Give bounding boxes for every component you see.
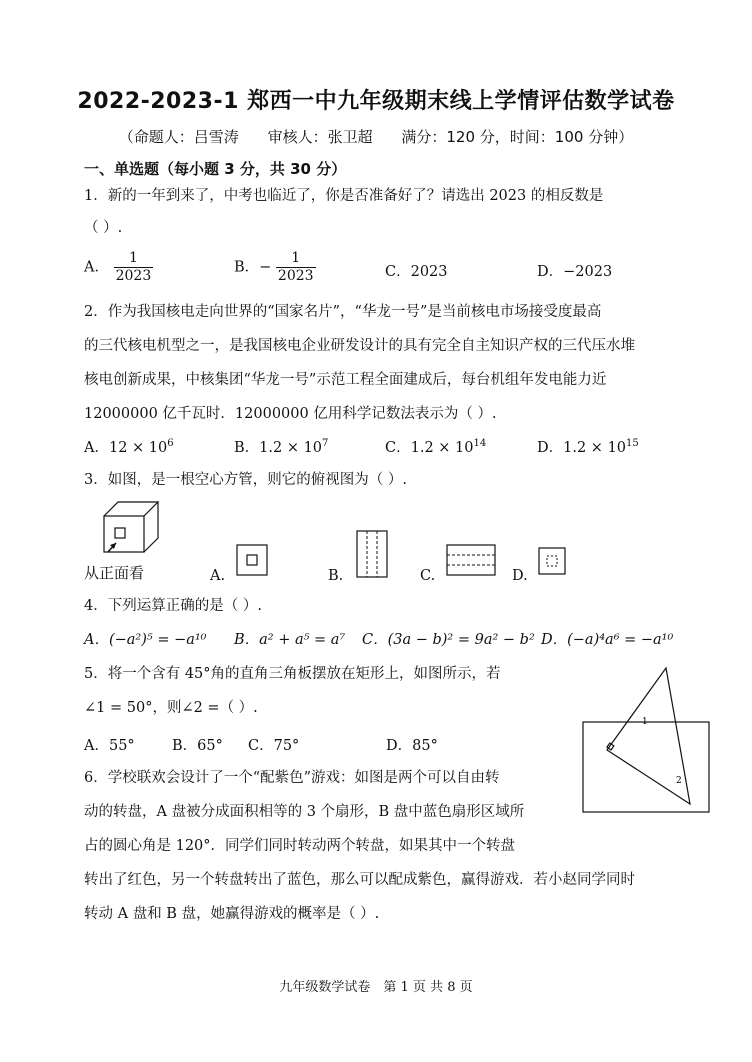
q5-line1: 5．将一个含有 45°角的直角三角板摆放在矩形上，如图所示，若 xyxy=(84,666,501,682)
q3-option-c-figure xyxy=(446,544,496,576)
q2-option-b: B．$1.2 \times 10^7$ xyxy=(234,438,329,456)
q2-line4: 12000000 亿千瓦时．12000000 亿用科学记数法表示为（ ）. xyxy=(84,406,497,422)
q3-option-c-label: C. xyxy=(420,568,436,584)
q1-option-d: D．−2023 xyxy=(537,264,613,280)
q6-line3: 占的圆心角是 120°．同学们同时转动两个转盘，如果其中一个转盘 xyxy=(84,838,516,854)
q3-line1: 3．如图，是一根空心方管，则它的俯视图为（ ）. xyxy=(84,472,407,488)
q3-option-b-figure xyxy=(356,530,388,578)
angle2-label: 2 xyxy=(676,776,682,786)
q1-line1: 1．新的一年到来了，中考也临近了，你是否准备好了？请选出 2023 的相反数是 xyxy=(84,188,604,204)
q3-option-a-figure xyxy=(236,544,268,576)
q2-line3: 核电创新成果，中核集团“华龙一号”示范工程全面建成后，每台机组年发电能力近 xyxy=(84,372,607,388)
q5-line2: ∠1 = 50°，则∠2 =（ ）. xyxy=(84,700,258,716)
exam-subtitle xyxy=(0,126,752,147)
q4-option-d: D．(−a)⁴a⁶ = −a¹⁰ xyxy=(541,632,674,648)
q4-option-a: A．(−a²)⁵ = −a¹⁰ xyxy=(84,632,207,648)
q1-option-a: A． $\frac{1}{2023}$ xyxy=(84,250,152,284)
q3-option-a-label: A. xyxy=(210,568,226,584)
exam-title: 2022-2023-1 郑西一中九年级期末线上学情评估数学试卷 xyxy=(77,89,675,114)
section-heading: 一、单选题（每小题 3 分，共 30 分） xyxy=(84,160,347,178)
q3-option-d-figure xyxy=(538,547,566,575)
q4-option-c: C．(3a − b)² = 9a² − b² xyxy=(362,632,535,648)
q3-option-b-label: B. xyxy=(328,568,344,584)
q2-option-a: A．$12 \times 10^6$ xyxy=(84,438,174,456)
reviewer: 审核人：张卫超 xyxy=(267,128,373,146)
q5-option-d: D．85° xyxy=(386,738,438,754)
q2-option-d: D．$1.2 \times 10^{15}$ xyxy=(537,438,639,456)
triangle-rectangle-figure xyxy=(580,664,715,824)
q5-option-c: C．75° xyxy=(248,738,300,754)
page-footer: 九年级数学试卷 第 1 页 共 8 页 xyxy=(279,980,473,995)
setter: （命题人：吕雪涛 xyxy=(118,128,239,146)
q2-line2: 的三代核电机型之一，是我国核电企业研发设计的具有完全自主知识产权的三代压水堆 xyxy=(84,338,635,354)
front-view-label: 从正面看 xyxy=(84,564,145,582)
hollow-tube-figure xyxy=(98,498,168,560)
q5-option-a: A．55° xyxy=(84,738,135,754)
q1-option-b: B．− $\frac{1}{2023}$ xyxy=(234,250,314,284)
q2-option-c: C．$1.2 \times 10^{14}$ xyxy=(385,438,487,456)
q4-line1: 4．下列运算正确的是（ ）. xyxy=(84,598,262,614)
q6-line5: 转动 A 盘和 B 盘，她赢得游戏的概率是（ ）. xyxy=(84,906,380,922)
q1-line2: （ ）. xyxy=(84,220,123,236)
q2-line1: 2．作为我国核电走向世界的“国家名片”，“华龙一号”是当前核电市场接受度最高 xyxy=(84,304,602,320)
score-time: 满分：120 分，时间：100 分钟） xyxy=(401,128,634,146)
q1-option-c: C．2023 xyxy=(385,264,448,280)
q4-option-b: B．a² + a⁵ = a⁷ xyxy=(234,632,346,648)
q6-line4: 转出了红色，另一个转盘转出了蓝色，那么可以配成紫色，赢得游戏．若小赵同学同时 xyxy=(84,872,635,888)
q5-option-b: B．65° xyxy=(172,738,223,754)
q6-line1: 6．学校联欢会设计了一个“配紫色”游戏：如图是两个可以自由转 xyxy=(84,770,500,786)
q6-line2: 动的转盘，A 盘被分成面积相等的 3 个扇形，B 盘中蓝色扇形区域所 xyxy=(84,804,525,820)
q3-option-d-label: D. xyxy=(512,568,528,584)
angle1-label: 1 xyxy=(642,717,648,727)
